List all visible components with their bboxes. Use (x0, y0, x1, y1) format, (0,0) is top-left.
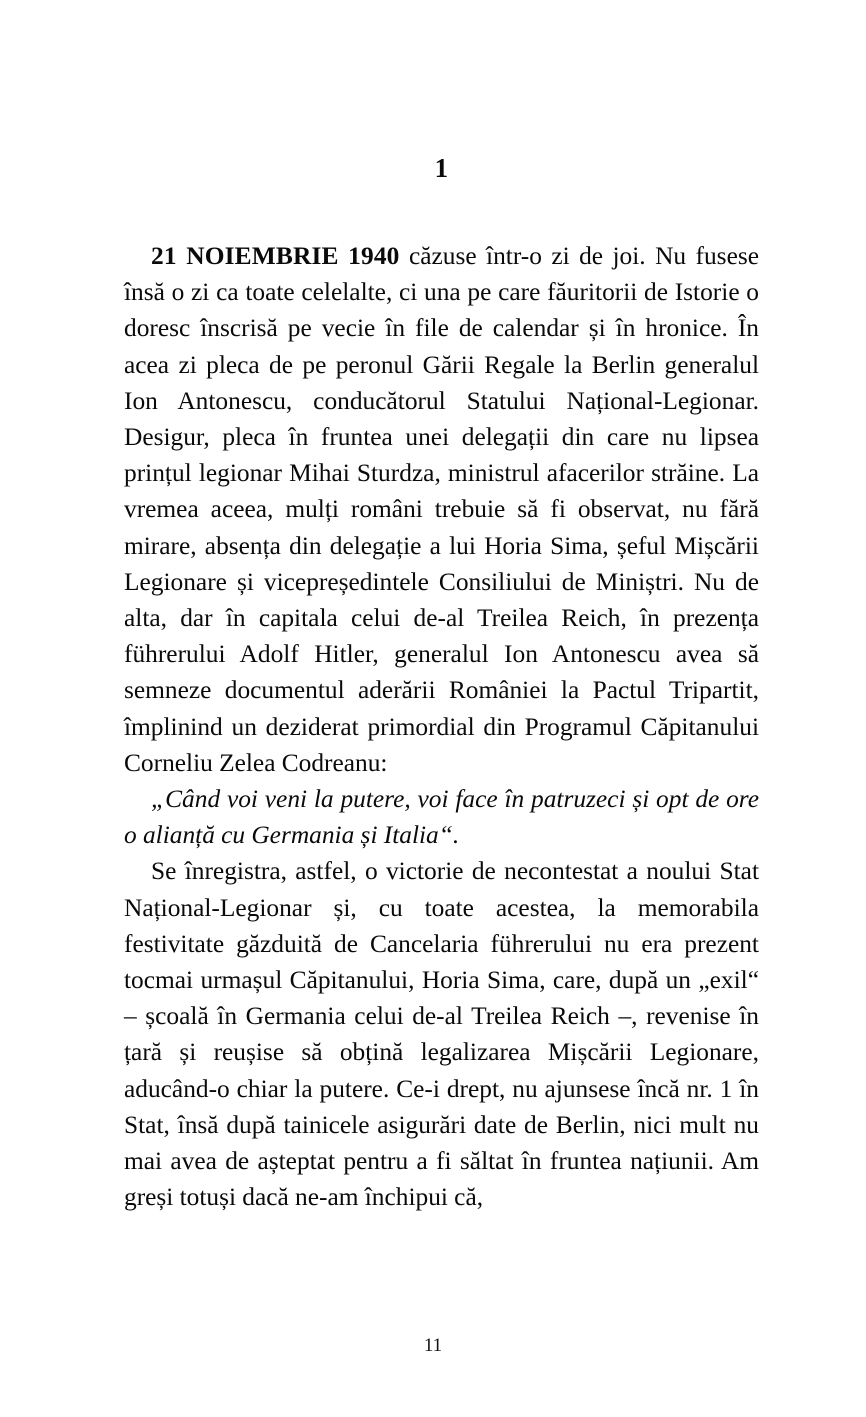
page-text-block (124, 155, 759, 1215)
paragraph-2-text: „Când voi veni la putere, voi face în patruzeci și opt de ore o alianță cu Germania și Italia“. (124, 785, 759, 850)
paragraph-3 (124, 853, 759, 1215)
paragraph-2-quote (124, 781, 759, 853)
paragraph-1-text: căzuse într-o zi de joi. Nu fusese însă o zi ca toate celelalte, ci una pe care făuritorii de Istorie o doresc înscrisă pe vecie în file de calendar și în hronice. În acea zi pleca de pe peronul Gării Regale la Berlin generalul Ion Antonescu, conducătorul Statului Național-Legionar. Desigur, pleca în fruntea unei delegații din care nu lipsea prințul legionar Mihai Sturdza, ministrul afacerilor străine. La vremea aceea, mulți români trebuie să fi observat, nu fără mirare, absența din delegație a lui Horia Sima, șeful Mișcării Legionare și vicepreședintele Consiliului de Miniștri. Nu de alta, dar în capitala celui de-al Treilea Reich, în prezența führerului Adolf Hitler, generalul Ion Antonescu avea să semneze documentul aderării României la Pactul Tripartit, împlinind un deziderat primordial din Programul Căpitanului Corneliu Zelea Codreanu: (124, 242, 759, 777)
chapter-number-heading: 1 (434, 153, 449, 183)
paragraph-3-text: Se înregistra, astfel, o victorie de necontestat a noului Stat Național-Legionar și, cu toate acestea, la memorabila festivitate găzduită de Cancelaria führerului nu era prezent tocmai urmașul Căpitanului, Horia Sima, care, după un „exil“ – școală în Germania celui de-al Treilea Reich –, revenise în țară și reușise să obțină legalizarea Mișcării Legionare, aducând-o chiar la putere. Ce-i drept, nu ajunsese încă nr. 1 în Stat, însă după tainicele asigurări date de Berlin, nici mult nu mai avea de așteptat pentru a fi săltat în fruntea națiunii. Am greși totuși dacă ne-am închipui că, (124, 857, 759, 1212)
paragraph-1 (124, 238, 759, 781)
page-number-folio: 11 (423, 1335, 443, 1356)
paragraph-1-lead-in: 21 NOIEMBRIE 1940 (151, 242, 400, 270)
